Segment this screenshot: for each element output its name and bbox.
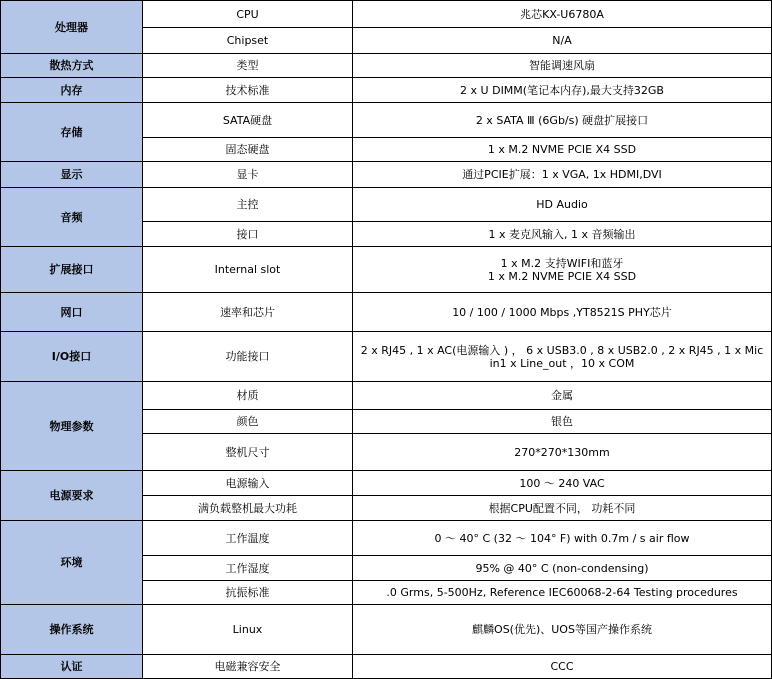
spec-value: 1 x M.2 NVME PCIE X4 SSD [353, 138, 772, 162]
spec-value: 兆芯KX-U6780A [353, 1, 772, 28]
spec-key: Internal slot [143, 247, 353, 293]
spec-value: 95% @ 40° C (non-condensing) [353, 556, 772, 581]
spec-key: 显卡 [143, 162, 353, 188]
table-row [1, 382, 772, 410]
spec-value-line: in1 x Line_out ，10 x COM [489, 356, 635, 370]
category-cpu: 处理器 [1, 1, 143, 54]
spec-key: 工作温度 [143, 521, 353, 556]
spec-key: 速率和芯片 [143, 293, 353, 332]
spec-value: N/A [353, 28, 772, 54]
category-network: 网口 [1, 293, 143, 332]
spec-key: SATA硬盘 [143, 103, 353, 138]
spec-key: 颜色 [143, 410, 353, 434]
spec-key: 接口 [143, 222, 353, 247]
category-io: I/O接口 [1, 332, 143, 382]
spec-value: 270*270*130mm [353, 434, 772, 471]
spec-key: 主控 [143, 188, 353, 222]
category-memory: 内存 [1, 78, 143, 103]
table-row [1, 605, 772, 655]
spec-key: 工作湿度 [143, 556, 353, 581]
table-row [1, 332, 772, 382]
spec-key: Linux [143, 605, 353, 655]
table-row [1, 162, 772, 188]
spec-key: 电磁兼容安全 [143, 655, 353, 679]
spec-value-line: 2 x RJ45 , 1 x AC(电源输入 ) ， 6 x USB3.0 , 8 x USB2.0 , 2 x RJ45 , 1 x Mic [360, 343, 764, 357]
spec-value: 银色 [353, 410, 772, 434]
spec-value: 智能调速风扇 [353, 54, 772, 78]
table-row [1, 1, 772, 28]
spec-value [353, 332, 772, 382]
category-os: 操作系统 [1, 605, 143, 655]
spec-value: 0 ～ 40° C (32 ～ 104° F) with 0.7m / s air flow [353, 521, 772, 556]
spec-value: CCC [353, 655, 772, 679]
spec-key: 技术标准 [143, 78, 353, 103]
category-environment: 环境 [1, 521, 143, 605]
table-row [1, 103, 772, 138]
spec-key: Chipset [143, 28, 353, 54]
spec-key: 类型 [143, 54, 353, 78]
spec-key: CPU [143, 1, 353, 28]
category-audio: 音频 [1, 188, 143, 247]
spec-value: 2 x SATA Ⅲ (6Gb/s) 硬盘扩展接口 [353, 103, 772, 138]
table-row [1, 293, 772, 332]
category-storage: 存储 [1, 103, 143, 162]
table-row [1, 78, 772, 103]
category-cooling: 散热方式 [1, 54, 143, 78]
spec-key: 电源输入 [143, 471, 353, 496]
spec-value: 10 / 100 / 1000 Mbps ,YT8521S PHY芯片 [353, 293, 772, 332]
spec-value [353, 247, 772, 293]
spec-value: 金属 [353, 382, 772, 410]
spec-value: 2 x U DIMM(笔记本内存),最大支持32GB [353, 78, 772, 103]
spec-value: 通过PCIE扩展：1 x VGA, 1x HDMI,DVI [353, 162, 772, 188]
spec-value-line: 1 x M.2 支持WIFI和蓝牙 [500, 256, 624, 270]
category-display: 显示 [1, 162, 143, 188]
spec-key: 材质 [143, 382, 353, 410]
category-cert: 认证 [1, 655, 143, 679]
spec-value: 根据CPU配置不同， 功耗不同 [353, 496, 772, 521]
category-power: 电源要求 [1, 471, 143, 521]
spec-value: .0 Grms, 5-500Hz, Reference IEC60068-2-64 Testing procedures [353, 581, 772, 605]
table-row [1, 247, 772, 293]
spec-key: 抗振标准 [143, 581, 353, 605]
spec-value: HD Audio [353, 188, 772, 222]
spec-key: 功能接口 [143, 332, 353, 382]
table-row [1, 188, 772, 222]
spec-value: 100 ～ 240 VAC [353, 471, 772, 496]
spec-value: 麒麟OS(优先)、UOS等国产操作系统 [353, 605, 772, 655]
category-physical: 物理参数 [1, 382, 143, 471]
table-row [1, 54, 772, 78]
spec-value: 1 x 麦克风输入, 1 x 音频输出 [353, 222, 772, 247]
spec-key: 整机尺寸 [143, 434, 353, 471]
spec-key: 固态硬盘 [143, 138, 353, 162]
category-expansion: 扩展接口 [1, 247, 143, 293]
table-row [1, 471, 772, 496]
spec-value-line: 1 x M.2 NVME PCIE X4 SSD [487, 269, 637, 283]
table-row [1, 521, 772, 556]
spec-key: 满负载整机最大功耗 [143, 496, 353, 521]
